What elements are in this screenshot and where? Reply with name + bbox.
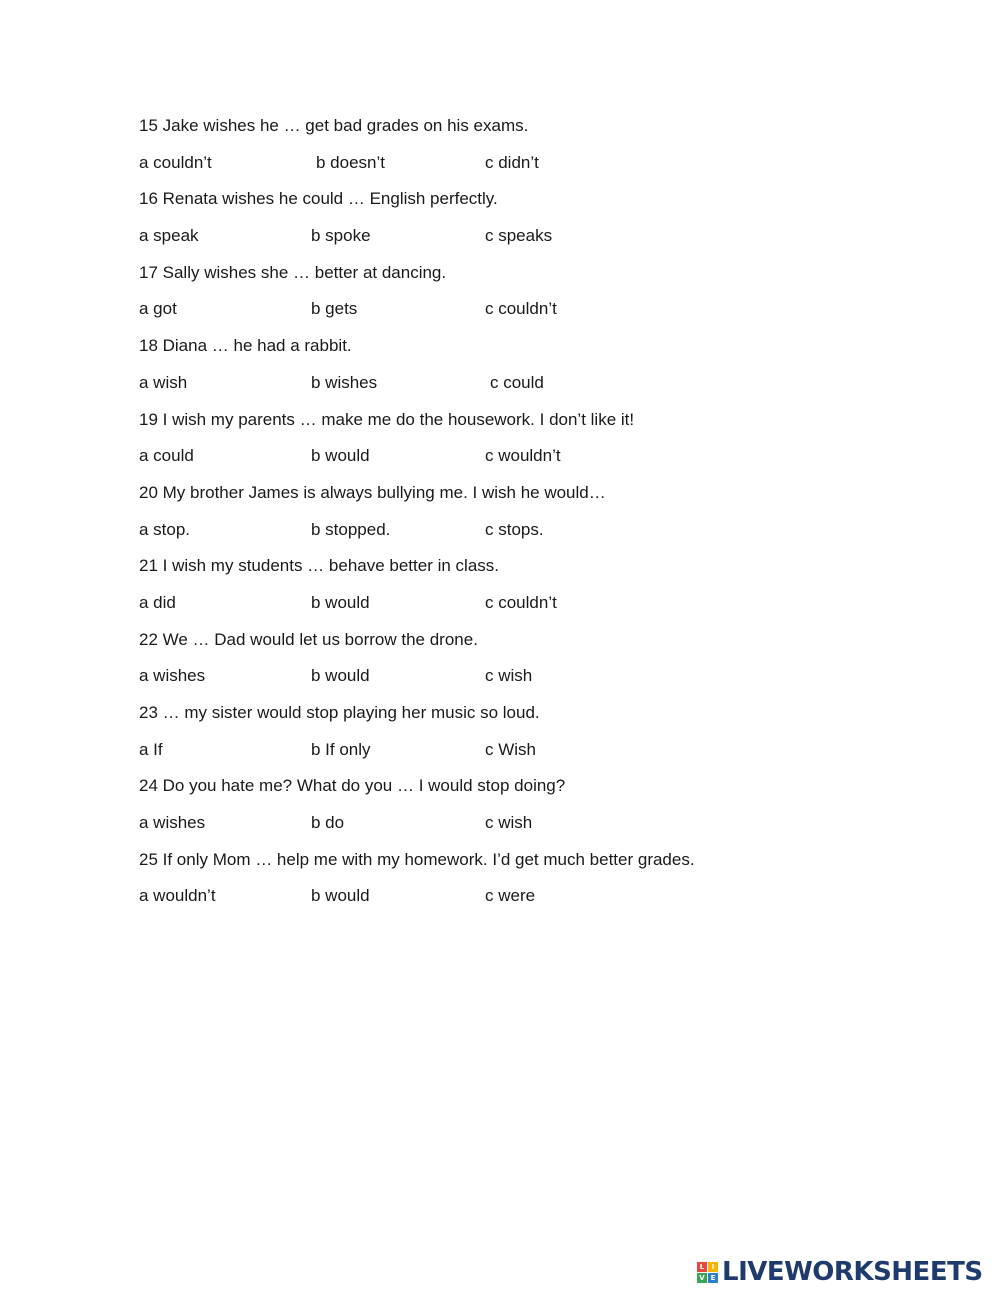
question-16: 16 Renata wishes he could … English perfectly.	[139, 189, 498, 209]
option-c: c could	[490, 372, 544, 392]
options-22	[139, 666, 939, 686]
option-b: b would	[311, 886, 370, 906]
option-b: b spoke	[311, 226, 371, 246]
liveworksheets-logo	[697, 1257, 983, 1287]
worksheet	[139, 116, 939, 923]
option-a: a wouldn’t	[139, 886, 216, 906]
option-c: c Wish	[485, 739, 536, 759]
option-c: c couldn’t	[485, 592, 557, 612]
options-19	[139, 446, 939, 466]
option-b: b do	[311, 813, 345, 833]
options-15	[139, 153, 939, 173]
option-a: a couldn’t	[139, 152, 212, 172]
question-21: 21 I wish my students … behave better in class.	[139, 556, 500, 576]
option-b: b would	[311, 592, 370, 612]
question-18: 18 Diana … he had a rabbit.	[139, 336, 352, 356]
option-b: b would	[311, 666, 370, 686]
option-a: a wish	[139, 372, 188, 392]
option-c: c didn’t	[485, 152, 539, 172]
options-16	[139, 226, 939, 246]
logo-text: LIVEWORKSHEETS	[722, 1257, 983, 1287]
option-b: b doesn’t	[316, 152, 385, 172]
option-b: b wishes	[311, 372, 378, 392]
option-c: c wouldn’t	[485, 446, 561, 466]
question-24: 24 Do you hate me? What do you … I would stop doing?	[139, 776, 566, 796]
question-22: 22 We … Dad would let us borrow the drone.	[139, 629, 478, 649]
option-a: a stop.	[139, 519, 191, 539]
option-b: b If only	[311, 739, 371, 759]
option-c: c speaks	[485, 226, 553, 246]
option-c: c wish	[485, 813, 533, 833]
question-20: 20 My brother James is always bullying me. I wish he would…	[139, 482, 606, 502]
options-23	[139, 740, 939, 760]
option-a: a If	[139, 739, 163, 759]
option-a: a did	[139, 592, 176, 612]
option-c: c wish	[485, 666, 533, 686]
options-25	[139, 886, 939, 906]
options-24	[139, 813, 939, 833]
option-a: a could	[139, 446, 194, 466]
logo-tile-e: E	[708, 1273, 718, 1283]
question-17: 17 Sally wishes she … better at dancing.	[139, 262, 447, 282]
option-a: a got	[139, 299, 177, 319]
question-25: 25 If only Mom … help me with my homework. I’d get much better grades.	[139, 849, 695, 869]
liveworksheets-logo-icon	[697, 1262, 718, 1283]
option-b: b stopped.	[311, 519, 391, 539]
option-b: b would	[311, 446, 370, 466]
option-a: a wishes	[139, 666, 206, 686]
options-18	[139, 373, 939, 393]
options-20	[139, 520, 939, 540]
logo-tile-v: V	[697, 1273, 707, 1283]
option-c: c couldn’t	[485, 299, 557, 319]
option-a: a wishes	[139, 813, 206, 833]
question-23: 23 … my sister would stop playing her music so loud.	[139, 703, 540, 722]
logo-tile-l: L	[697, 1262, 707, 1272]
option-b: b gets	[311, 299, 358, 319]
question-19: 19 I wish my parents … make me do the housework. I don’t like it!	[139, 409, 635, 429]
question-15: 15 Jake wishes he … get bad grades on his exams.	[139, 116, 529, 135]
logo-tile-i: I	[708, 1262, 718, 1272]
options-21	[139, 593, 939, 613]
option-c: c stops.	[485, 519, 544, 539]
option-c: c were	[485, 886, 536, 906]
option-a: a speak	[139, 226, 199, 246]
options-17	[139, 299, 939, 319]
